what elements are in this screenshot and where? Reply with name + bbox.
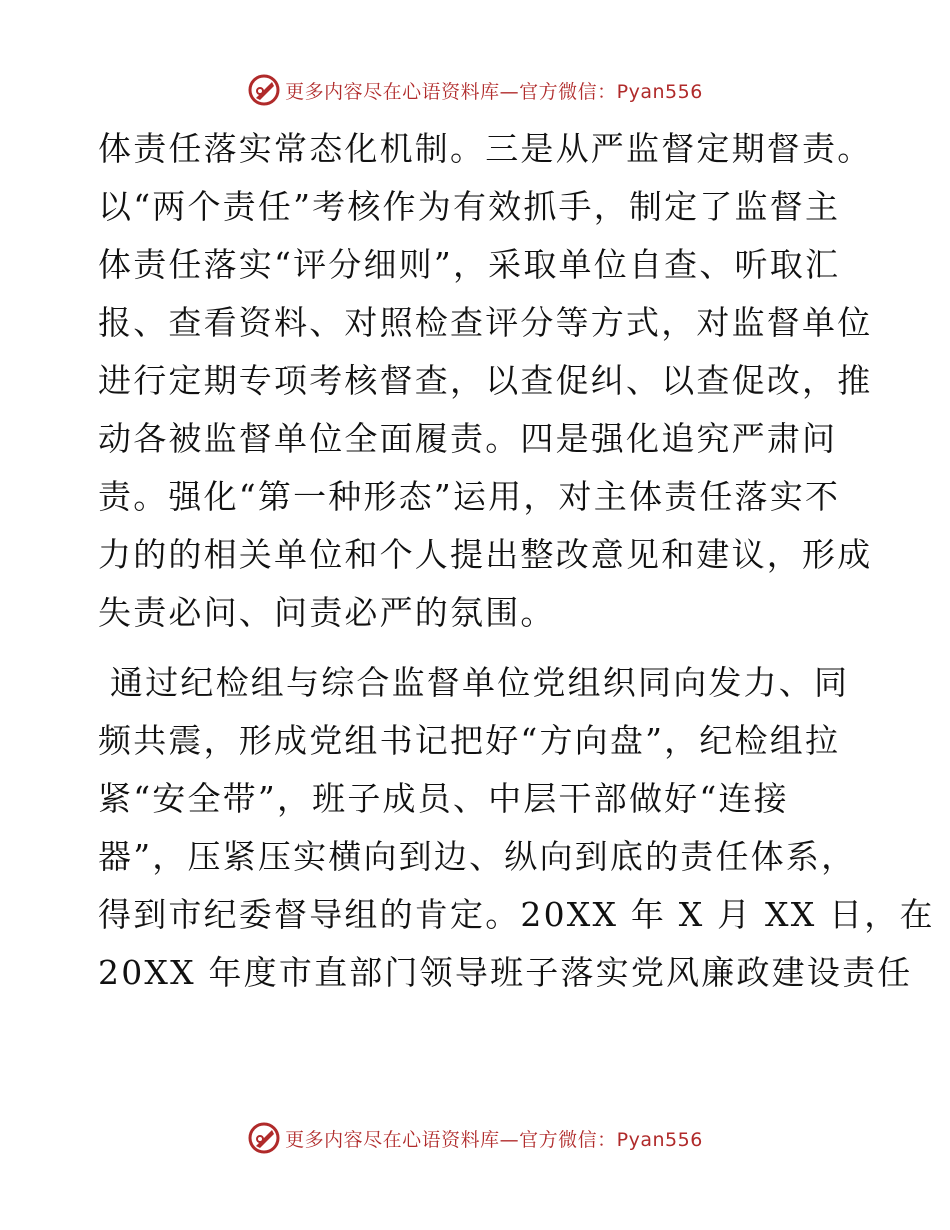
header-watermark-text: 更多内容尽在心语资料库—官方微信：Pyan556 — [285, 80, 703, 103]
text-line: 20XX 年度市直部门领导班子落实党风廉政建设责任 — [98, 953, 913, 992]
quill-logo-icon — [247, 1121, 281, 1155]
text-line: 紧“安全带”，班子成员、中层干部做好“连接 — [98, 779, 789, 818]
text-line: 责。强化“第一种形态”运用，对主体责任落实不 — [98, 477, 841, 516]
text-line: 动各被监督单位全面履责。四是强化追究严肃问 — [98, 419, 838, 458]
quill-logo-icon — [247, 73, 281, 107]
text-line: 体责任落实“评分细则”，采取单位自查、听取汇 — [98, 245, 841, 284]
text-line: 频共震，形成党组书记把好“方向盘”，纪检组拉 — [98, 721, 841, 760]
text-line: 通过纪检组与综合监督单位党组织同向发力、同 — [110, 663, 850, 702]
text-line: 进行定期专项考核督查，以查促纠、以查促改，推 — [98, 361, 873, 400]
paragraph-2 — [98, 654, 935, 1002]
text-line: 失责必问、问责必严的氛围。 — [98, 593, 556, 632]
header-watermark — [0, 70, 950, 110]
text-line: 器”，压紧压实横向到边、纵向到底的责任体系， — [98, 837, 857, 876]
footer-watermark-text: 更多内容尽在心语资料库—官方微信：Pyan556 — [285, 1128, 703, 1151]
text-line: 以“两个责任”考核作为有效抓手，制定了监督主 — [98, 187, 841, 226]
text-line: 力的的相关单位和个人提出整改意见和建议，形成 — [98, 535, 873, 574]
document-body — [98, 120, 935, 1002]
text-line: 报、查看资料、对照检查评分等方式，对监督单位 — [98, 303, 873, 342]
text-line: 得到市纪委督导组的肯定。20XX 年 X 月 XX 日，在 — [98, 895, 935, 934]
paragraph-1 — [98, 120, 873, 642]
text-line: 体责任落实常态化机制。三是从严监督定期督责。 — [98, 129, 873, 168]
footer-watermark — [0, 1118, 950, 1158]
